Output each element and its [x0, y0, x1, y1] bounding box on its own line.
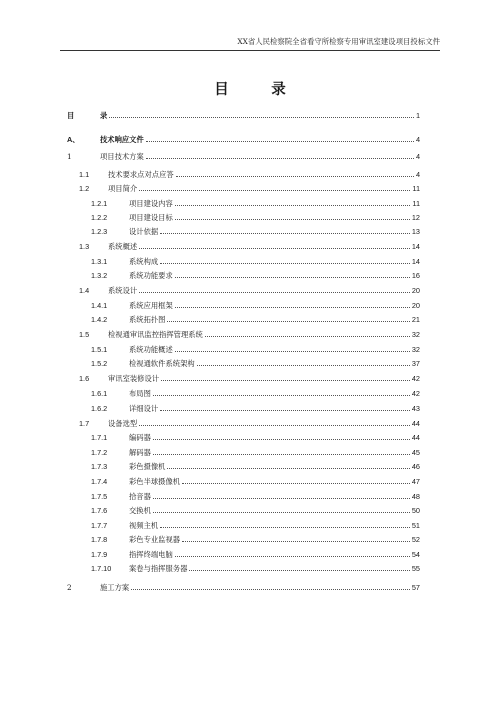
- toc-entry-title: 项目建设内容: [129, 199, 173, 208]
- toc-entry[interactable]: [67, 518, 420, 530]
- toc-entry-title: 项目简介: [108, 184, 138, 193]
- toc-entry-title: 设计依据: [129, 227, 159, 236]
- toc-entry-page: 50: [411, 506, 420, 515]
- toc-entry[interactable]: [67, 503, 420, 515]
- toc-leader-dots: [153, 454, 410, 455]
- page-title: 目 录: [214, 81, 300, 98]
- toc-entry-number: 1.7.10: [91, 564, 112, 573]
- toc-leader-dots: [175, 556, 410, 557]
- toc-entry-page: 57: [411, 583, 420, 592]
- toc-leader-dots: [175, 205, 411, 206]
- toc-entry[interactable]: [67, 356, 420, 368]
- toc-entry-page: 52: [411, 535, 420, 544]
- toc-leader-dots: [139, 248, 410, 249]
- toc-entry-title: 解码器: [129, 448, 151, 457]
- toc-entry-title: 指挥终端电脑: [129, 550, 173, 559]
- toc-entry-page: 20: [411, 286, 420, 295]
- toc-leader-dots: [146, 158, 414, 159]
- toc-entry-number: 目: [67, 111, 75, 120]
- toc-entry-page: 48: [411, 492, 420, 501]
- toc-entry[interactable]: [67, 181, 420, 193]
- toc-entry-number: 1.7.4: [91, 477, 108, 486]
- toc-entry-number: 1.4.2: [91, 315, 108, 324]
- toc-entry-page: 11: [412, 199, 420, 208]
- toc-leader-dots: [131, 589, 410, 590]
- document-header: XX省人民检察院全省看守所检察专用审讯室建设项目投标文件: [237, 37, 440, 46]
- toc-entry[interactable]: [67, 547, 420, 559]
- toc-entry-number: 1.2: [79, 184, 90, 193]
- toc-entry[interactable]: [67, 268, 420, 280]
- toc-leader-dots: [153, 439, 410, 440]
- toc-leader-dots: [197, 365, 410, 366]
- toc-entry-title: 项目技术方案: [100, 152, 144, 161]
- toc-entry-number: 1.5.1: [91, 345, 108, 354]
- toc-entry[interactable]: [67, 239, 420, 251]
- toc-entry-number: 2: [67, 583, 72, 592]
- header-divider: [60, 50, 440, 51]
- toc-entry-number: 1.2.2: [91, 213, 108, 222]
- toc-leader-dots: [175, 277, 410, 278]
- toc-leader-dots: [161, 380, 410, 381]
- toc-entry-title: 交换机: [129, 506, 151, 515]
- toc-leader-dots: [139, 190, 410, 191]
- toc-entry-number: 1.5: [79, 330, 90, 339]
- toc-entry-page: 51: [411, 521, 420, 530]
- toc-leader-dots: [153, 512, 410, 513]
- toc-entry-number: 1.4: [79, 286, 90, 295]
- toc-entry-number: 1.7.3: [91, 462, 108, 471]
- toc-entry[interactable]: [67, 196, 420, 208]
- toc-entry-number: 1.2.3: [91, 227, 108, 236]
- toc-entry-title: 项目建设目标: [129, 213, 173, 222]
- toc-entry-title: 系统概述: [108, 242, 138, 251]
- toc-entry[interactable]: [67, 386, 420, 398]
- toc-entry-page: 45: [411, 448, 420, 457]
- toc-leader-dots: [160, 263, 410, 264]
- toc-entry-number: 1.3: [79, 242, 90, 251]
- toc-entry-number: 1.7.1: [91, 433, 108, 442]
- toc-entry-page: 42: [411, 389, 420, 398]
- toc-entry-page: 16: [411, 271, 420, 280]
- toc-entry-title: 检视通审讯监控指挥管理系统: [108, 330, 203, 339]
- toc-entry[interactable]: [67, 532, 420, 544]
- toc-entry-number: 1.6.1: [91, 389, 108, 398]
- toc-entry-title: 设备选型: [108, 419, 138, 428]
- toc-entry-title: 系统功能要求: [129, 271, 173, 280]
- toc-entry-page: 11: [412, 184, 420, 193]
- toc-entry-page: 14: [411, 242, 420, 251]
- toc-entry-number: 1.7.8: [91, 535, 108, 544]
- toc-entry[interactable]: [67, 283, 420, 295]
- toc-leader-dots: [205, 336, 410, 337]
- toc-leader-dots: [153, 395, 410, 396]
- toc-leader-dots: [146, 141, 414, 142]
- toc-leader-dots: [160, 233, 410, 234]
- toc-leader-dots: [189, 570, 410, 571]
- toc-entry-title: 彩色专业监视器: [129, 535, 181, 544]
- toc-entry-page: 4: [415, 135, 420, 144]
- toc-entry[interactable]: [67, 254, 420, 266]
- toc-entry-page: 13: [411, 227, 420, 236]
- toc-entry-page: 4: [415, 152, 420, 161]
- toc-entry-title: 技术要求点对点应答: [108, 170, 174, 179]
- toc-entry[interactable]: [67, 489, 420, 501]
- toc-entry-number: 1.6: [79, 374, 90, 383]
- toc-entry-title: 录: [100, 111, 108, 120]
- toc-entry[interactable]: [67, 445, 420, 457]
- toc-entry[interactable]: [67, 132, 420, 144]
- toc-entry-page: 1: [415, 111, 420, 120]
- toc-entry[interactable]: [67, 149, 420, 161]
- toc-entry[interactable]: [67, 342, 420, 354]
- toc-entry-page: 44: [411, 419, 420, 428]
- toc-entry-number: 1.7.9: [91, 550, 108, 559]
- toc-entry-page: 37: [411, 359, 420, 368]
- toc-entry-page: 32: [411, 345, 420, 354]
- toc-entry[interactable]: [67, 561, 420, 573]
- toc-entry[interactable]: [67, 459, 420, 471]
- toc-leader-dots: [167, 468, 409, 469]
- toc-entry[interactable]: [67, 401, 420, 413]
- toc-entry-page: 42: [411, 374, 420, 383]
- toc-leader-dots: [182, 541, 410, 542]
- toc-entry-page: 47: [411, 477, 420, 486]
- toc-leader-dots: [160, 527, 410, 528]
- toc-entry-page: 43: [411, 404, 420, 413]
- toc-leader-dots: [176, 176, 414, 177]
- toc-entry-number: A、: [67, 135, 80, 144]
- toc-entry-number: 1.2.1: [91, 199, 108, 208]
- toc-entry-page: 32: [411, 330, 420, 339]
- toc-entry-number: 1.3.1: [91, 257, 108, 266]
- toc-entry-page: 12: [411, 213, 420, 222]
- toc-entry-title: 彩色半球摄像机: [129, 477, 181, 486]
- toc-entry-title: 系统构成: [129, 257, 159, 266]
- toc-entry-title: 布局图: [129, 389, 151, 398]
- toc-entry-number: 1.7.5: [91, 492, 108, 501]
- toc-leader-dots: [109, 117, 414, 118]
- toc-leader-dots: [160, 410, 410, 411]
- toc-entry-number: 1.6.2: [91, 404, 108, 413]
- toc-entry-number: 1.7.6: [91, 506, 108, 515]
- toc-entry-page: 20: [411, 301, 420, 310]
- toc-entry[interactable]: [67, 430, 420, 442]
- toc-leader-dots: [139, 292, 410, 293]
- toc-entry-page: 54: [411, 550, 420, 559]
- toc-entry-title: 详细设计: [129, 404, 159, 413]
- toc-entry[interactable]: [67, 327, 420, 339]
- toc-entry-page: 55: [411, 564, 420, 573]
- toc-entry-number: 1.3.2: [91, 271, 108, 280]
- toc-leader-dots: [175, 351, 410, 352]
- toc-entry-page: 44: [411, 433, 420, 442]
- toc-entry-title: 系统功能概述: [129, 345, 173, 354]
- toc-entry-title: 彩色摄像机: [129, 462, 166, 471]
- toc-entry-title: 审讯室装修设计: [108, 374, 160, 383]
- toc-entry[interactable]: [67, 371, 420, 383]
- toc-entry-number: 1.5.2: [91, 359, 108, 368]
- toc-entry-title: 视频主机: [129, 521, 159, 530]
- toc-leader-dots: [139, 425, 410, 426]
- toc-entry[interactable]: [67, 474, 420, 486]
- toc-entry-page: 46: [411, 462, 420, 471]
- toc-entry-page: 14: [411, 257, 420, 266]
- toc-leader-dots: [182, 483, 410, 484]
- toc-entry[interactable]: [67, 580, 420, 592]
- toc-leader-dots: [175, 307, 410, 308]
- toc-entry-title: 编码器: [129, 433, 151, 442]
- toc-entry[interactable]: [67, 416, 420, 428]
- toc-entry-page: 4: [415, 170, 420, 179]
- toc-entry[interactable]: [67, 224, 420, 236]
- toc-entry-number: 1.7.7: [91, 521, 108, 530]
- toc-entry-title: 系统拓扑图: [129, 315, 166, 324]
- toc-entry-number: 1.1: [79, 170, 90, 179]
- toc-entry[interactable]: [67, 167, 420, 179]
- toc-entry[interactable]: [67, 312, 420, 324]
- toc-entry-title: 系统应用框架: [129, 301, 173, 310]
- toc-entry[interactable]: [67, 210, 420, 222]
- toc-entry-number: 1.4.1: [91, 301, 108, 310]
- toc-entry-title: 案卷与指挥服务器: [129, 564, 188, 573]
- toc-entry-number: 1.7.2: [91, 448, 108, 457]
- toc-entry[interactable]: [67, 108, 420, 120]
- toc-entry-title: 拾音器: [129, 492, 151, 501]
- toc-entry-title: 检视通软件系统架构: [129, 359, 195, 368]
- toc-entry-title: 施工方案: [100, 583, 130, 592]
- toc-entry-page: 21: [411, 315, 420, 324]
- toc-leader-dots: [175, 219, 410, 220]
- toc-entry-number: 1.7: [79, 419, 90, 428]
- toc-entry-title: 系统设计: [108, 286, 138, 295]
- toc-entry[interactable]: [67, 298, 420, 310]
- toc-entry-number: 1: [67, 152, 72, 161]
- toc-leader-dots: [153, 498, 410, 499]
- toc-leader-dots: [167, 321, 409, 322]
- toc-entry-title: 技术响应文件: [100, 135, 144, 144]
